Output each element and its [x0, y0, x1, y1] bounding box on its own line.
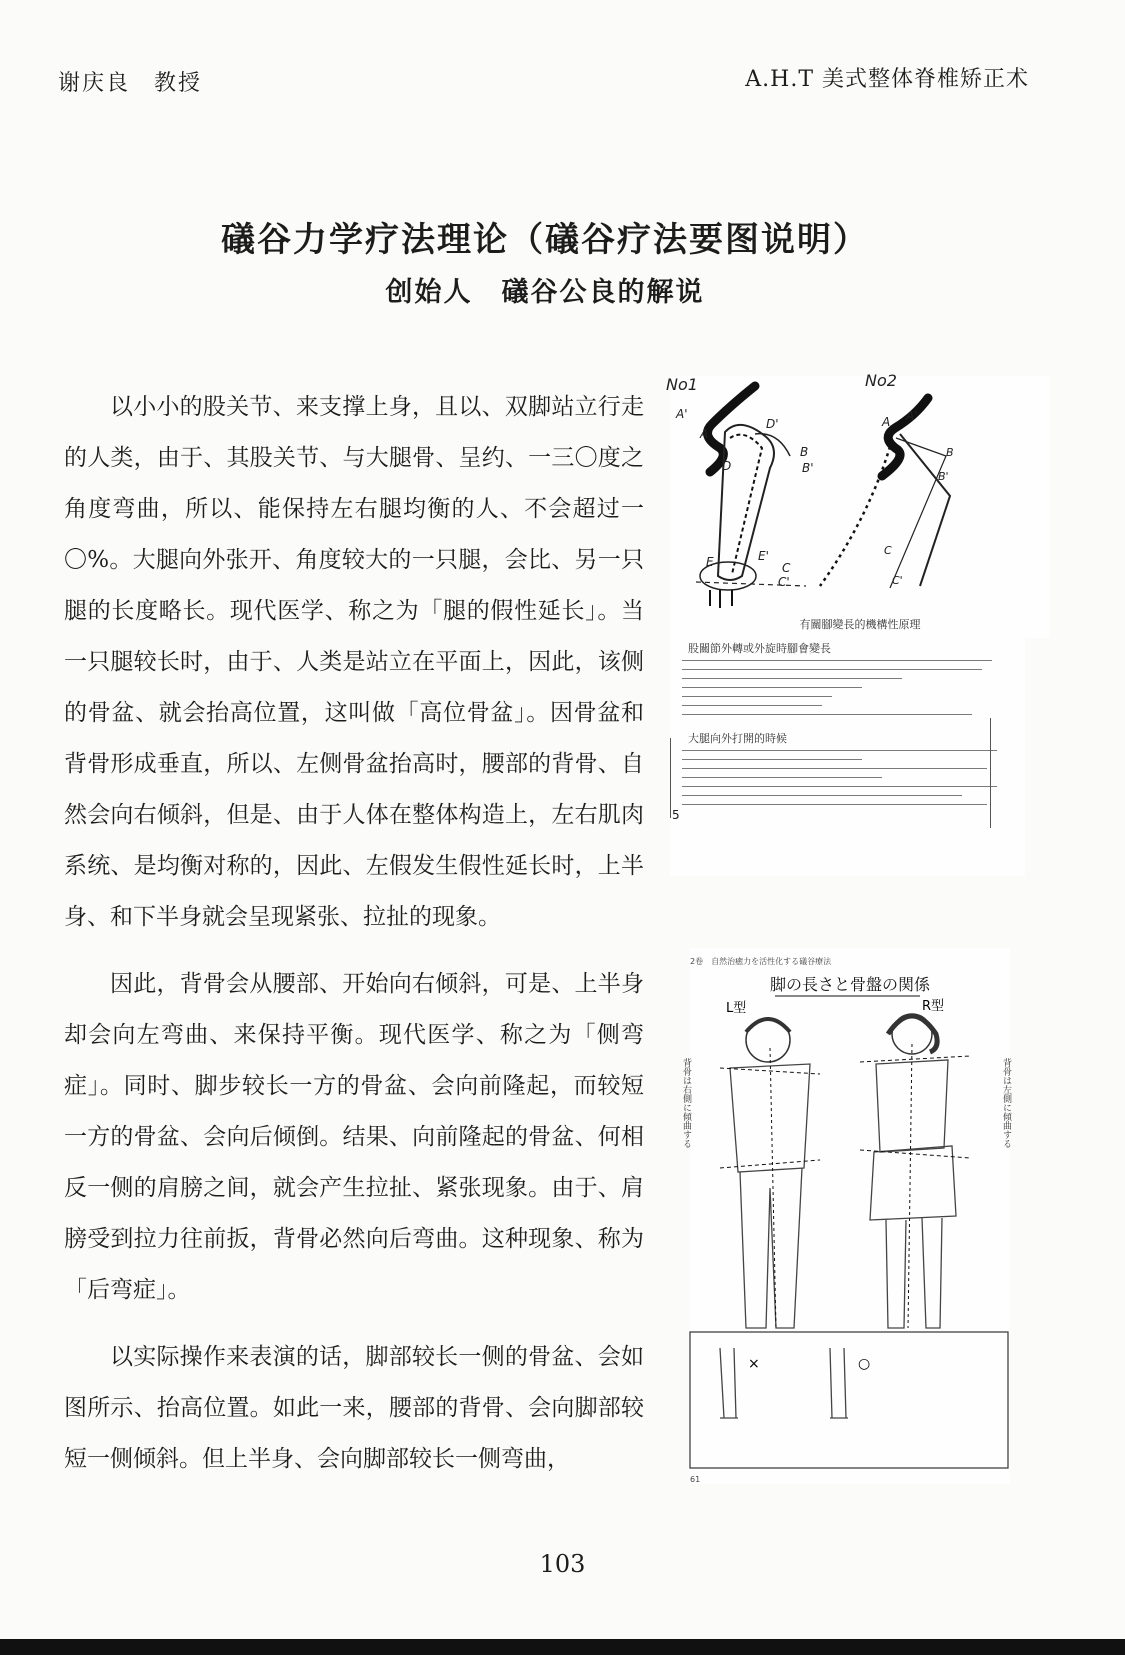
mark-a-prime-no2: A'	[906, 409, 918, 423]
mark-b-no2: B	[946, 446, 954, 459]
mark-c: C	[782, 561, 791, 575]
figure-caption: 有關腳變長的機構性原理	[799, 618, 921, 631]
mark-e: E	[706, 555, 714, 569]
mark-x: ×	[748, 1356, 760, 1372]
note-left-vertical: 背骨は右側に傾曲する	[681, 1058, 691, 1148]
leg-length-pelvis-drawing	[681, 948, 1011, 1484]
article-subtitle: 创始人 礒谷公良的解说	[385, 277, 705, 308]
leg-length-pelvis-figure	[681, 948, 1011, 1484]
mark-b: B	[800, 445, 809, 459]
article-title: 礒谷力学疗法理论（礒谷疗法要图说明）	[221, 220, 869, 260]
note-right-vertical: 背骨は左側に傾曲する	[1001, 1058, 1011, 1148]
mark-c-no2: C	[884, 544, 892, 557]
mark-d-prime: D'	[766, 417, 779, 431]
femur-diagram-drawing	[666, 371, 1050, 638]
article-body	[64, 382, 644, 1501]
type-l-label: L型	[726, 1001, 747, 1016]
mark-o: ○	[858, 1356, 871, 1372]
mark-b-prime: B'	[802, 461, 814, 475]
type-r-label: R型	[922, 999, 945, 1014]
paragraph: 以小小的股关节、来支撑上身，且以、双脚站立行走的人类，由于、其股关节、与大腿骨、呈约、一三〇度之角度弯曲，所以、能保持左右腿均衡的人、不会超过一〇%。大腿向外张开、角度较大的一只腿，会比、另一只腿的长度略长。现代医学、称之为「腿的假性延长」。当一只腿较长时，由于、人类是站立在平面上，因此，该侧的骨盆、就会抬高位置，这叫做「高位骨盆」。因骨盆和背骨形成垂直，所以、左侧骨盆抬高时，腰部的背骨、自然会向右倾斜，但是、由于人体在整体构造上，左右肌肉系统、是均衡对称的，因此、左假发生假性延长时，上半身、和下半身就会呈现紧张、拉扯的现象。	[64, 394, 644, 930]
side-mark: 5	[672, 808, 680, 822]
mark-a: A	[700, 427, 709, 441]
figure3-page-ref: 61	[690, 1475, 701, 1484]
mark-a-no2: A	[882, 415, 891, 429]
header-author: 谢庆良 教授	[58, 71, 203, 96]
paragraph: 以实际操作来表演的话，脚部较长一侧的骨盆、会如图所示、抬高位置。如此一来，腰部的背骨、会向脚部较短一侧倾斜。但上半身、会向脚部较长一侧弯曲，	[64, 1344, 644, 1472]
figure3-title: 脚の長さと骨盤の関係	[769, 975, 931, 994]
header-course-title: A.H.T 美式整体脊椎矫正术	[745, 67, 1029, 92]
scan-edge	[0, 1639, 1125, 1655]
mark-a-prime: A'	[676, 407, 688, 421]
femur-diagram-figure	[666, 371, 1050, 638]
notes-heading-2: 大腿向外打開的時候	[688, 732, 787, 745]
page-number: 103	[539, 1550, 586, 1578]
notes-heading-1: 股關節外轉或外旋時腳會變長	[688, 642, 831, 655]
mark-d: D	[722, 459, 732, 473]
mark-c-prime-no2: C'	[892, 574, 903, 587]
mark-b-prime-no2: B'	[938, 470, 949, 483]
figure-label-no2: No2	[865, 371, 897, 390]
mechanism-notes	[670, 638, 1025, 876]
paragraph: 因此，背骨会从腰部、开始向右倾斜，可是、上半身却会向左弯曲、来保持平衡。现代医学、称之为「侧弯症」。同时、脚步较长一方的骨盆、会向前隆起，而较短一方的骨盆、会向后倾倒。结果、向前隆起的骨盆、何相反一侧的肩膀之间，就会产生拉扯、紧张现象。由于、肩膀受到拉力往前扳，背骨必然向后弯曲。这种现象、称为「后弯症」。	[64, 971, 644, 1303]
figure3-top-caption: 2卷 自然治癒力を活性化する礒谷療法	[690, 957, 832, 966]
figure-label-no1: No1	[666, 375, 698, 394]
mark-c-prime: C'	[778, 575, 790, 589]
mark-e-prime: E'	[758, 549, 769, 563]
